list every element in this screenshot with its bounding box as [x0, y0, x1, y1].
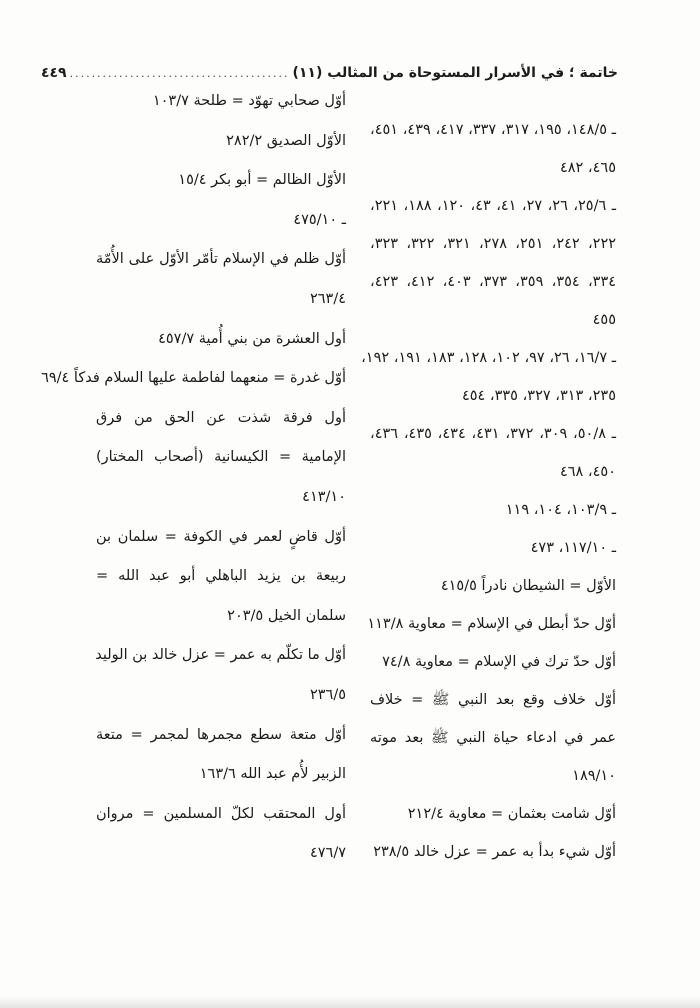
index-entry-line: أوّل صحابي تهوّد = طلحة ١٠٣/٧ — [152, 93, 346, 109]
index-entry-line: أوّل ظلم في الإسلام تأمّر الأوّل على الأُمّة — [96, 251, 346, 268]
index-entry-line: أوّل شامت بعثمان = معاوية ٢١٢/٤ — [407, 806, 616, 822]
index-entry-line: ٤٧٦/٧ — [309, 845, 346, 862]
index-entry-line: ٢٣٥، ٣١٣، ٣٢٧، ٣٣٥، ٤٥٤ — [461, 388, 616, 404]
right-column — [361, 111, 617, 871]
index-entry-line: أوّل متعة سطع مجمرها لمجمر = متعة — [96, 726, 346, 743]
left-column — [41, 82, 346, 874]
index-entry-line: ـ ١٠٣/٩، ١٠٤، ١١٩ — [505, 502, 616, 518]
index-entry-line: ـ ١٦/٧، ٢٦، ٩٧، ١٠٢، ١٢٨، ١٨٣، ١٩١، ١٩٢، — [361, 350, 616, 366]
index-entry-line: ٢٣٦/٥ — [309, 686, 346, 703]
index-entry-line: ١٨٩/١٠ — [572, 768, 616, 784]
index-entry-line: أوّل حدّ أبطل في الإسلام = معاوية ١١٣/٨ — [367, 616, 616, 632]
index-entry-line: ٣٣٤، ٣٥٤، ٣٥٩، ٣٧٣، ٤٠٣، ٤١٢، ٤٢٣، — [370, 274, 617, 290]
index-entry-line: ٤٥٠، ٤٦٨ — [559, 464, 616, 480]
index-entry-line: ٤٥٥ — [592, 312, 616, 328]
index-entry-line: الزبير لأُم عبد الله ١٦٣/٦ — [199, 766, 346, 783]
index-entry-line: أوّل حدّ ترك في الإسلام = معاوية ٧٤/٨ — [382, 654, 616, 670]
index-entry-line: ربيعة بن يزيد الباهلي أبو عبد الله = — [96, 568, 346, 585]
index-entry-line: الأوّل = الشيطان نادراً ٤١٥/٥ — [440, 578, 616, 594]
index-entry-line: ـ ٥٠/٨، ٣٠٩، ٣٧٢، ٤٣١، ٤٣٤، ٤٣٥، ٤٣٦، — [370, 426, 617, 442]
chapter-title: خاتمة ؛ في الأسرار المستوحاة من المثالب (١١) — [292, 65, 618, 81]
index-entry-line: ـ ٢٥/٦، ٢٦، ٢٧، ٤١، ٤٣، ١٢٠، ١٨٨، ٢٢١، — [370, 198, 616, 214]
index-entry-line: سلمان الخيل ٢٠٣/٥ — [227, 607, 346, 624]
index-entry-line: أول العشرة من بني أُمية ٤٥٧/٧ — [158, 330, 346, 347]
index-entry-line: أوّل ما تكلّم به عمر = عزل خالد بن الوليد — [95, 647, 346, 664]
index-entry-line: أوّل قاضٍ لعمر في الكوفة = سلمان بن — [96, 528, 346, 545]
index-entry-line: عمر في ادعاء حياة النبي ﷺ بعد موته — [370, 730, 616, 746]
index-entry-line: ـ ٤٧٥/١٠ — [293, 211, 346, 228]
index-entry-line: الإمامية = الكيسانية (أصحاب المختار) — [96, 449, 346, 466]
scan-edge-shadow — [0, 996, 700, 1008]
index-entry-line: ـ ١٤٨/٥، ١٩٥، ٣١٧، ٣٣٧، ٤١٧، ٤٣٩، ٤٥١، — [370, 122, 616, 138]
page-number: ٤٤٩ — [40, 65, 67, 81]
index-entry-line: ٢٢٢، ٢٤٢، ٢٥١، ٢٧٨، ٣٢١، ٣٢٢، ٣٢٣، — [370, 236, 617, 252]
index-entry-line: أوّل خلاف وقع بعد النبي ﷺ = خلاف — [370, 692, 616, 708]
index-entry-line: ٤٦٥، ٤٨٢ — [559, 160, 616, 176]
leader-dots: ........................................ — [69, 66, 290, 80]
index-entry-line: أول المحتقب لكلّ المسلمين = مروان — [96, 805, 346, 822]
index-entry-line: أول فرقة شذت عن الحق من فرق — [96, 409, 346, 426]
index-entry-line: الأوّل الظالم = أبو بكر ١٥/٤ — [178, 172, 346, 189]
index-entry-line: ـ ١١٧/١٠، ٤٧٣ — [530, 540, 616, 556]
index-entry-line: الأوّل الصديق ٢٨٢/٢ — [226, 132, 346, 149]
index-entry-line: أوّل شيء بدأ به عمر = عزل خالد ٢٣٨/٥ — [373, 844, 616, 860]
index-entry-line: أوّل غدرة = منعهما لفاطمة عليها السلام فدكاً ٦٩/٤ — [41, 370, 346, 387]
index-entry-line: ٢٦٣/٤ — [309, 290, 346, 307]
index-entry-line: ٤١٣/١٠ — [302, 488, 346, 505]
